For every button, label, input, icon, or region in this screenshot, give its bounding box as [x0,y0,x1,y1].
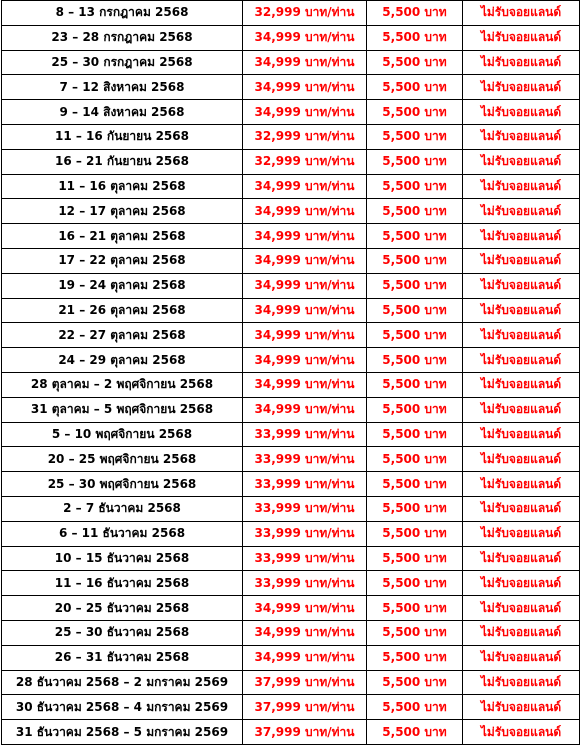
departure-date-cell: 20 – 25 ธันวาคม 2568 [2,596,243,621]
table-row [2,472,580,497]
extra-fee-cell: 5,500 บาท [367,248,463,273]
departure-date-cell: 30 ธันวาคม 2568 – 4 มกราคม 2569 [2,695,243,720]
departure-date-cell: 11 – 16 ตุลาคม 2568 [2,174,243,199]
departure-date-cell: 17 – 22 ตุลาคม 2568 [2,248,243,273]
departure-date-cell: 31 ตุลาคม – 5 พฤศจิกายน 2568 [2,397,243,422]
joinland-note-cell: ไม่รับจอยแลนด์ [463,571,580,596]
extra-fee-cell: 5,500 บาท [367,720,463,745]
joinland-note-cell: ไม่รับจอยแลนด์ [463,149,580,174]
tour-price-cell: 33,999 บาท/ท่าน [243,422,367,447]
departure-date-cell: 10 – 15 ธันวาคม 2568 [2,546,243,571]
tour-price-cell: 32,999 บาท/ท่าน [243,1,367,26]
table-row [2,348,580,373]
extra-fee-cell: 5,500 บาท [367,348,463,373]
table-body [2,1,580,745]
joinland-note-cell: ไม่รับจอยแลนด์ [463,224,580,249]
departure-price-table [1,0,580,745]
tour-price-cell: 34,999 บาท/ท่าน [243,174,367,199]
table-row [2,248,580,273]
table-row [2,620,580,645]
extra-fee-cell: 5,500 บาท [367,620,463,645]
departure-date-cell: 24 – 29 ตุลาคม 2568 [2,348,243,373]
table-row [2,422,580,447]
table-row [2,1,580,26]
extra-fee-cell: 5,500 บาท [367,472,463,497]
joinland-note-cell: ไม่รับจอยแลนด์ [463,620,580,645]
extra-fee-cell: 5,500 บาท [367,149,463,174]
table-row [2,149,580,174]
extra-fee-cell: 5,500 บาท [367,695,463,720]
joinland-note-cell: ไม่รับจอยแลนด์ [463,25,580,50]
tour-price-cell: 34,999 บาท/ท่าน [243,298,367,323]
tour-price-cell: 33,999 บาท/ท่าน [243,571,367,596]
table-row [2,174,580,199]
joinland-note-cell: ไม่รับจอยแลนด์ [463,50,580,75]
joinland-note-cell: ไม่รับจอยแลนด์ [463,199,580,224]
table-row [2,50,580,75]
table-row [2,224,580,249]
departure-date-cell: 5 – 10 พฤศจิกายน 2568 [2,422,243,447]
joinland-note-cell: ไม่รับจอยแลนด์ [463,720,580,745]
table-row [2,124,580,149]
joinland-note-cell: ไม่รับจอยแลนด์ [463,174,580,199]
extra-fee-cell: 5,500 บาท [367,199,463,224]
table-row [2,720,580,745]
tour-price-cell: 34,999 บาท/ท่าน [243,323,367,348]
extra-fee-cell: 5,500 บาท [367,1,463,26]
joinland-note-cell: ไม่รับจอยแลนด์ [463,75,580,100]
tour-price-cell: 34,999 บาท/ท่าน [243,397,367,422]
table-row [2,521,580,546]
joinland-note-cell: ไม่รับจอยแลนด์ [463,695,580,720]
joinland-note-cell: ไม่รับจอยแลนด์ [463,645,580,670]
table-row [2,199,580,224]
extra-fee-cell: 5,500 บาท [367,447,463,472]
joinland-note-cell: ไม่รับจอยแลนด์ [463,422,580,447]
departure-date-cell: 16 – 21 ตุลาคม 2568 [2,224,243,249]
table-row [2,25,580,50]
joinland-note-cell: ไม่รับจอยแลนด์ [463,273,580,298]
tour-price-cell: 34,999 บาท/ท่าน [243,596,367,621]
departure-date-cell: 23 – 28 กรกฎาคม 2568 [2,25,243,50]
tour-price-cell: 32,999 บาท/ท่าน [243,149,367,174]
extra-fee-cell: 5,500 บาท [367,50,463,75]
joinland-note-cell: ไม่รับจอยแลนด์ [463,596,580,621]
departure-date-cell: 21 – 26 ตุลาคม 2568 [2,298,243,323]
departure-date-cell: 31 ธันวาคม 2568 – 5 มกราคม 2569 [2,720,243,745]
joinland-note-cell: ไม่รับจอยแลนด์ [463,472,580,497]
departure-date-cell: 28 ตุลาคม – 2 พฤศจิกายน 2568 [2,372,243,397]
table-row [2,571,580,596]
tour-price-cell: 34,999 บาท/ท่าน [243,25,367,50]
tour-price-cell: 33,999 บาท/ท่าน [243,546,367,571]
departure-date-cell: 11 – 16 ธันวาคม 2568 [2,571,243,596]
extra-fee-cell: 5,500 บาท [367,596,463,621]
departure-date-cell: 8 – 13 กรกฎาคม 2568 [2,1,243,26]
table-row [2,695,580,720]
tour-price-cell: 37,999 บาท/ท่าน [243,670,367,695]
joinland-note-cell: ไม่รับจอยแลนด์ [463,521,580,546]
extra-fee-cell: 5,500 บาท [367,75,463,100]
departure-date-cell: 28 ธันวาคม 2568 – 2 มกราคม 2569 [2,670,243,695]
table-row [2,75,580,100]
extra-fee-cell: 5,500 บาท [367,273,463,298]
tour-price-cell: 33,999 บาท/ท่าน [243,521,367,546]
extra-fee-cell: 5,500 บาท [367,645,463,670]
extra-fee-cell: 5,500 บาท [367,323,463,348]
table-row [2,100,580,125]
departure-date-cell: 2 – 7 ธันวาคม 2568 [2,496,243,521]
tour-price-cell: 37,999 บาท/ท่าน [243,720,367,745]
tour-price-cell: 34,999 บาท/ท่าน [243,348,367,373]
table-row [2,596,580,621]
departure-date-cell: 25 – 30 ธันวาคม 2568 [2,620,243,645]
extra-fee-cell: 5,500 บาท [367,670,463,695]
joinland-note-cell: ไม่รับจอยแลนด์ [463,372,580,397]
joinland-note-cell: ไม่รับจอยแลนด์ [463,323,580,348]
joinland-note-cell: ไม่รับจอยแลนด์ [463,298,580,323]
joinland-note-cell: ไม่รับจอยแลนด์ [463,348,580,373]
departure-date-cell: 25 – 30 กรกฎาคม 2568 [2,50,243,75]
tour-price-cell: 33,999 บาท/ท่าน [243,496,367,521]
table-row [2,496,580,521]
extra-fee-cell: 5,500 บาท [367,224,463,249]
extra-fee-cell: 5,500 บาท [367,25,463,50]
departure-date-cell: 6 – 11 ธันวาคม 2568 [2,521,243,546]
departure-date-cell: 12 – 17 ตุลาคม 2568 [2,199,243,224]
tour-price-cell: 32,999 บาท/ท่าน [243,124,367,149]
extra-fee-cell: 5,500 บาท [367,372,463,397]
tour-price-cell: 37,999 บาท/ท่าน [243,695,367,720]
joinland-note-cell: ไม่รับจอยแลนด์ [463,1,580,26]
joinland-note-cell: ไม่รับจอยแลนด์ [463,447,580,472]
tour-price-cell: 33,999 บาท/ท่าน [243,447,367,472]
departure-date-cell: 11 – 16 กันยายน 2568 [2,124,243,149]
tour-price-cell: 34,999 บาท/ท่าน [243,199,367,224]
departure-date-cell: 7 – 12 สิงหาคม 2568 [2,75,243,100]
joinland-note-cell: ไม่รับจอยแลนด์ [463,100,580,125]
extra-fee-cell: 5,500 บาท [367,571,463,596]
joinland-note-cell: ไม่รับจอยแลนด์ [463,670,580,695]
tour-price-cell: 34,999 บาท/ท่าน [243,620,367,645]
departure-date-cell: 26 – 31 ธันวาคม 2568 [2,645,243,670]
extra-fee-cell: 5,500 บาท [367,521,463,546]
extra-fee-cell: 5,500 บาท [367,546,463,571]
extra-fee-cell: 5,500 บาท [367,496,463,521]
table-row [2,273,580,298]
tour-price-cell: 34,999 บาท/ท่าน [243,273,367,298]
departure-date-cell: 16 – 21 กันยายน 2568 [2,149,243,174]
tour-price-cell: 34,999 บาท/ท่าน [243,100,367,125]
tour-price-cell: 34,999 บาท/ท่าน [243,224,367,249]
tour-price-cell: 34,999 บาท/ท่าน [243,248,367,273]
joinland-note-cell: ไม่รับจอยแลนด์ [463,496,580,521]
table-row [2,372,580,397]
tour-price-cell: 34,999 บาท/ท่าน [243,50,367,75]
table-row [2,323,580,348]
tour-price-cell: 33,999 บาท/ท่าน [243,472,367,497]
departure-date-cell: 20 – 25 พฤศจิกายน 2568 [2,447,243,472]
table-row [2,546,580,571]
tour-price-cell: 34,999 บาท/ท่าน [243,372,367,397]
departure-date-cell: 22 – 27 ตุลาคม 2568 [2,323,243,348]
table-row [2,298,580,323]
extra-fee-cell: 5,500 บาท [367,422,463,447]
joinland-note-cell: ไม่รับจอยแลนด์ [463,397,580,422]
tour-price-cell: 34,999 บาท/ท่าน [243,75,367,100]
joinland-note-cell: ไม่รับจอยแลนด์ [463,248,580,273]
tour-price-cell: 34,999 บาท/ท่าน [243,645,367,670]
extra-fee-cell: 5,500 บาท [367,397,463,422]
departure-date-cell: 19 – 24 ตุลาคม 2568 [2,273,243,298]
extra-fee-cell: 5,500 บาท [367,174,463,199]
departure-date-cell: 25 – 30 พฤศจิกายน 2568 [2,472,243,497]
joinland-note-cell: ไม่รับจอยแลนด์ [463,546,580,571]
table-row [2,447,580,472]
joinland-note-cell: ไม่รับจอยแลนด์ [463,124,580,149]
table-row [2,670,580,695]
table-row [2,645,580,670]
table-row [2,397,580,422]
departure-date-cell: 9 – 14 สิงหาคม 2568 [2,100,243,125]
extra-fee-cell: 5,500 บาท [367,298,463,323]
extra-fee-cell: 5,500 บาท [367,124,463,149]
extra-fee-cell: 5,500 บาท [367,100,463,125]
